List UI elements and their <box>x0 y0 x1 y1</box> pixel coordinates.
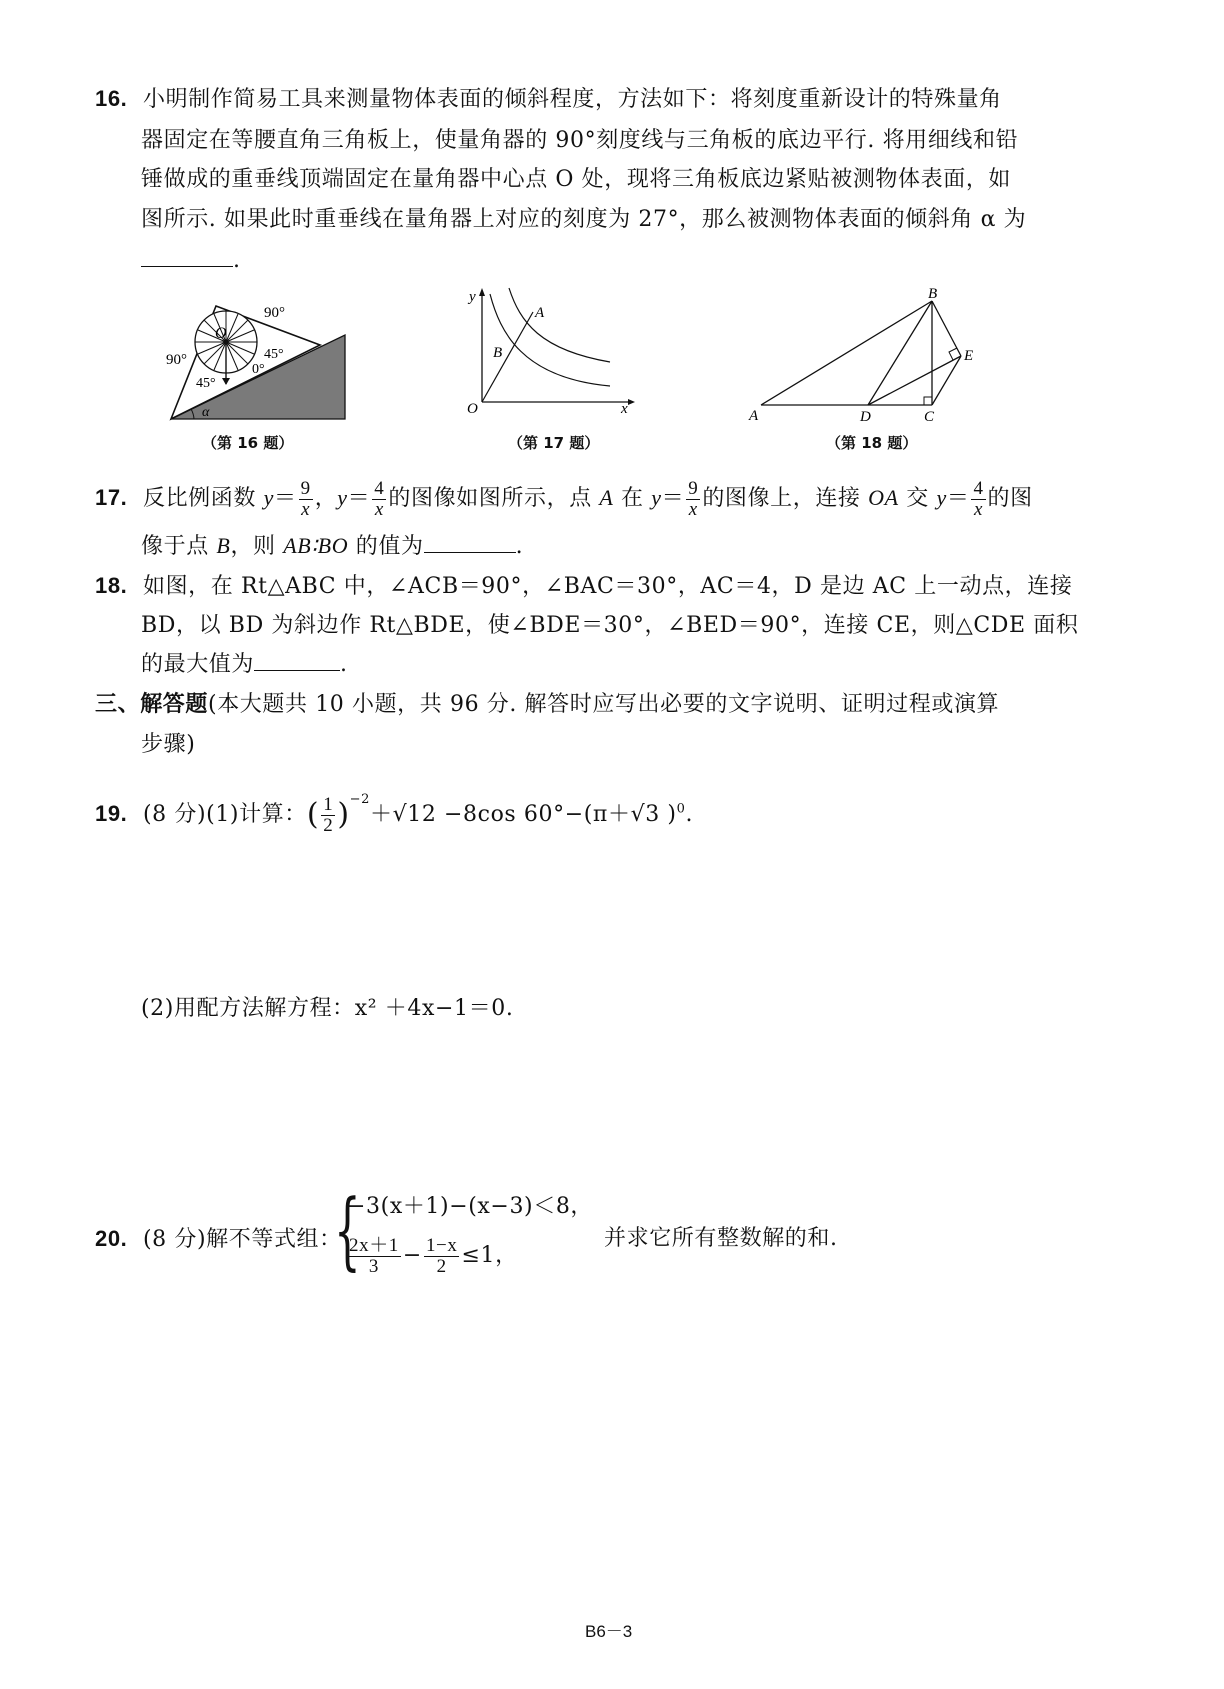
label-D: D <box>860 409 871 424</box>
line-OA <box>482 312 533 402</box>
plumb-weight <box>222 378 230 385</box>
label-45-right: 45° <box>264 347 284 362</box>
question-text: (2)用配方法解方程：x² ＋4x−1＝0. <box>141 996 514 1021</box>
segment-BD <box>868 301 932 405</box>
question-number: 20. <box>95 1226 128 1251</box>
figure-18-caption: （第 18 题） <box>826 434 918 452</box>
question-text: BD，以 BD 为斜边作 Rt△BDE，使∠BDE＝30°，∠BED＝90°，连接 CE，则△CDE 面积 <box>141 613 1079 638</box>
inequality-1: −3(x＋1)−(x−3)＜8， <box>347 1194 594 1219</box>
label-45-left: 45° <box>196 376 216 391</box>
label-A: A <box>749 408 759 424</box>
fraction-4-over-x: $\frac{4}{x}$ <box>374 477 385 520</box>
section-note: (本大题共 10 小题，共 96 分. 解答时应写出必要的文字说明、证明过程或演算 <box>208 692 1000 717</box>
section-title: 三、解答题 <box>95 692 209 717</box>
label-90-left: 90° <box>166 352 187 368</box>
label-x: x <box>621 401 628 417</box>
label-90-top: 90° <box>264 305 285 321</box>
segment-AB <box>761 301 932 405</box>
right-angle-C <box>924 397 932 405</box>
label-O: O <box>467 401 478 417</box>
label-B: B <box>928 286 938 302</box>
x-axis-arrow <box>628 399 635 405</box>
figure-16 <box>160 292 360 427</box>
inequality-2: $\frac{2x+1}{3}$ − $\frac{1-x}{2}$ ≤1， <box>349 1234 518 1277</box>
label-O: O <box>215 325 227 342</box>
question-text: 锤做成的重垂线顶端固定在量角器中心点 O 处，现将三角板底边紧贴被测物体表面，如 <box>141 167 1012 192</box>
label-0: 0° <box>252 362 265 377</box>
question-text: 如图，在 Rt△ABC 中，∠ACB＝90°，∠BAC＝30°，AC＝4，D 是边 AC 上一动点，连接 <box>142 574 1073 599</box>
figure-17-caption: （第 17 题） <box>508 434 600 452</box>
figure-18 <box>744 284 984 424</box>
question-number: 17. <box>95 485 128 510</box>
y-axis-arrow <box>479 288 485 296</box>
label-A: A <box>535 305 545 321</box>
page-number: B6－3 <box>585 1622 633 1641</box>
question-number: 18. <box>95 573 128 598</box>
section-note: 步骤) <box>141 732 196 757</box>
fraction-9-over-x: $\frac{9}{x}$ <box>688 477 699 520</box>
figure-16-caption: （第 16 题） <box>202 434 294 452</box>
label-B: B <box>493 345 503 361</box>
question-text: 小明制作简易工具来测量物体表面的倾斜程度，方法如下：将刻度重新设计的特殊量角 <box>142 87 1002 112</box>
question-text: 并求它所有整数解的和. <box>604 1226 838 1251</box>
system-brace: { <box>334 1181 361 1279</box>
curve-y-4-over-x <box>490 294 610 386</box>
answer-blank[interactable] <box>141 246 233 267</box>
question-number: 16. <box>95 86 128 111</box>
curve-y-9-over-x <box>509 288 610 362</box>
question-text: 的最大值为 <box>141 652 255 677</box>
figure-17 <box>460 282 640 422</box>
question-text: 器固定在等腰直角三角板上，使量角器的 90°刻度线与三角板的底边平行. 将用细线和铅 <box>141 128 1019 153</box>
label-y: y <box>469 289 476 305</box>
answer-blank[interactable] <box>424 532 516 553</box>
label-E: E <box>964 348 974 364</box>
label-alpha: α <box>202 405 210 420</box>
fraction-9-over-x: $\frac{9}{x}$ <box>300 477 311 520</box>
question-number: 19. <box>95 801 128 826</box>
fraction-one-half: $\frac{1}{2}$ <box>323 793 334 836</box>
question-text: 图所示. 如果此时重垂线在量角器上对应的刻度为 27°，那么被测物体表面的倾斜角 α 为 <box>141 207 1027 232</box>
label-C: C <box>924 409 935 424</box>
fraction-4-over-x: $\frac{4}{x}$ <box>973 477 984 520</box>
answer-blank[interactable] <box>254 650 340 671</box>
